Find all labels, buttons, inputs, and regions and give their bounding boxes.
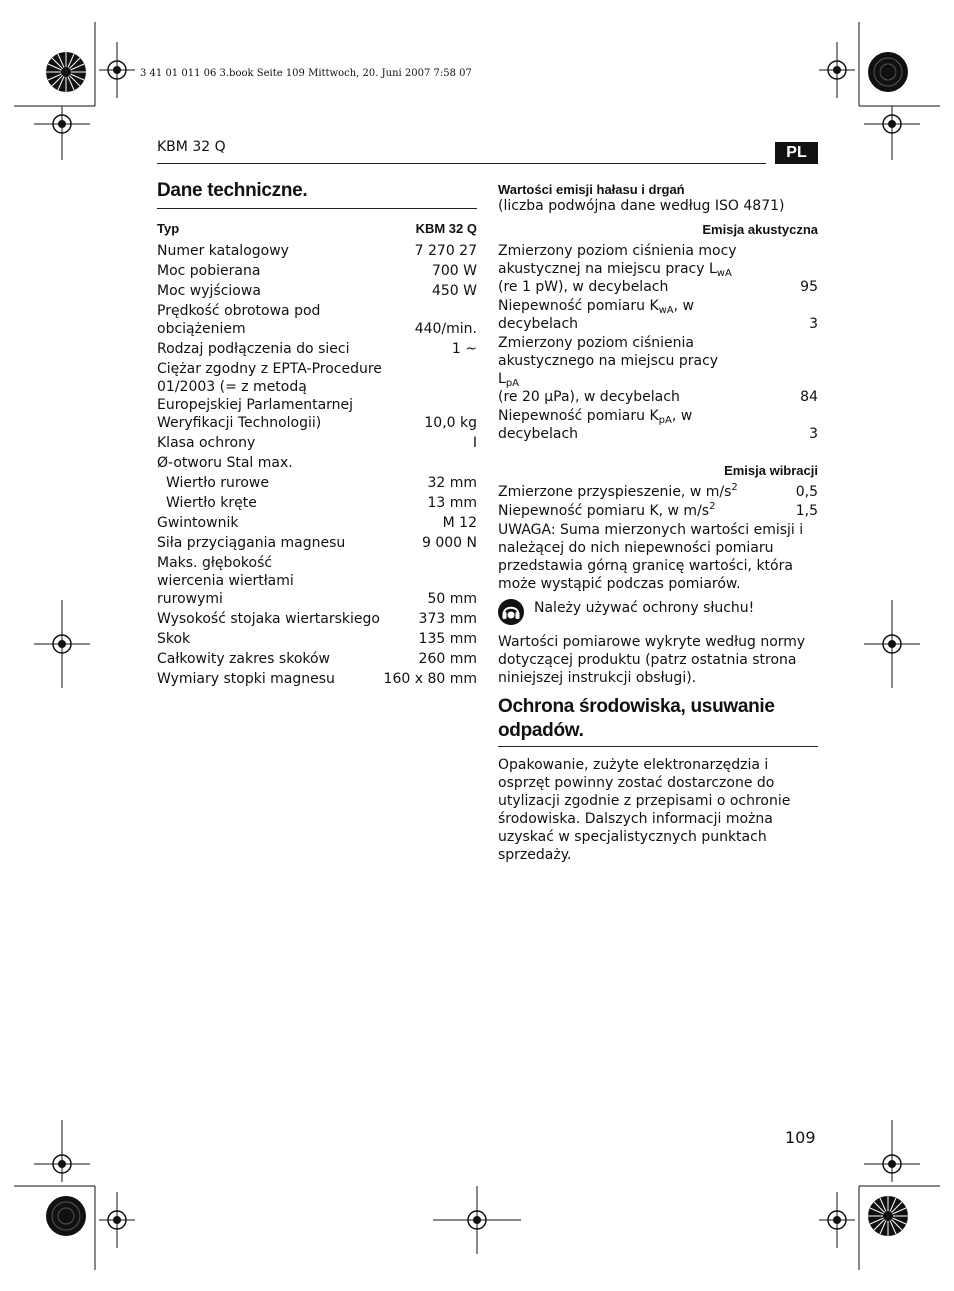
accel-label-text: Zmierzone przyspieszenie, w m/s <box>498 484 732 500</box>
spec-label: Ciężar zgodny z EPTA-Procedure 01/2003 (= z metodą Europejskiej Parlamentarnej Weryfikacji Technologii) <box>157 361 382 431</box>
spec-value: 260 mm <box>418 651 477 667</box>
spec-label: Gwintownik <box>157 515 239 531</box>
page-number: 109 <box>785 1128 816 1147</box>
accel-superscript: 2 <box>731 482 738 493</box>
kpa-label-text: Niepewność pomiaru K <box>498 408 659 424</box>
environment-text: Opakowanie, zużyte elektronarzędzia i osprzęt powinny zostać dostarczone do utylizacji zgodnie z przepisami o ochronie środowiska. Dalszych informacji można uzyskać w specjalistycznych punktach sprzedaży. <box>498 757 791 863</box>
hearing-notice <box>498 599 818 625</box>
table-row <box>157 242 477 260</box>
kwa-label-text-2: , w decybelach <box>498 298 695 332</box>
accel-value: 0,5 <box>795 484 818 500</box>
spec-type-value: KBM 32 Q <box>415 221 477 236</box>
spec-value: 50 mm <box>427 591 477 607</box>
spec-label: Prędkość obrotowa pod obciążeniem <box>157 303 321 337</box>
spec-label: Klasa ochrony <box>157 435 256 451</box>
lpa-row <box>498 334 818 406</box>
measured-values-text: Wartości pomiarowe wykryte według normy dotyczącej produktu (patrz ostatnia strona niniejszej instrukcji obsługi). <box>498 634 806 686</box>
tech-data-rule <box>157 208 477 209</box>
spec-table-header <box>157 220 477 240</box>
language-badge: PL <box>775 142 818 164</box>
spec-label: Ø-otworu Stal max. <box>157 455 293 471</box>
table-row <box>157 262 477 280</box>
emissions-subtitle: (liczba podwójna dane według ISO 4871) <box>498 198 785 214</box>
table-row <box>157 494 477 512</box>
spec-label: Rodzaj podłączenia do sieci <box>157 341 350 357</box>
emission-note: UWAGA: Suma mierzonych wartości emisji i należącej do nich niepewności pomiaru przedstawia górną granicę wartości, która może wystąpić podczas pomiarów. <box>498 522 804 592</box>
kacc-label-text: Niepewność pomiaru K, w m/s <box>498 503 710 519</box>
spec-value: 440/min. <box>414 321 477 337</box>
kpa-subscript: pA <box>658 415 672 426</box>
kwa-row <box>498 297 818 333</box>
spec-value: 13 mm <box>427 495 477 511</box>
kacc-row <box>498 502 818 520</box>
table-row <box>157 534 477 552</box>
spec-value: M 12 <box>442 515 477 531</box>
lpa-value: 84 <box>800 389 818 405</box>
spec-value: I <box>472 435 477 451</box>
print-slug-line: 3 41 01 011 06 3.book Seite 109 Mittwoch, 20. Juni 2007 7:58 07 <box>140 68 472 79</box>
kacc-value: 1,5 <box>795 503 818 519</box>
spec-value: 32 mm <box>427 475 477 491</box>
kacc-superscript: 2 <box>709 501 716 512</box>
kpa-value: 3 <box>809 426 818 442</box>
kpa-label <box>498 407 734 443</box>
table-row <box>157 360 477 432</box>
lwa-value: 95 <box>800 279 818 295</box>
kwa-subscript: wA <box>658 305 674 316</box>
lpa-label <box>498 334 744 406</box>
spec-value: 373 mm <box>418 611 477 627</box>
table-row <box>157 554 477 608</box>
hearing-text: Należy używać ochrony słuchu! <box>534 600 755 616</box>
spec-value: 7 270 27 <box>414 243 477 259</box>
table-row <box>157 650 477 668</box>
vibration-heading: Emisja wibracji <box>724 463 818 478</box>
table-row <box>157 302 477 338</box>
spec-label: Wysokość stojaka wiertarskiego <box>157 611 380 627</box>
spec-value: 160 x 80 mm <box>383 671 477 687</box>
kacc-label <box>498 502 796 520</box>
table-row <box>157 474 477 492</box>
kwa-label <box>498 297 734 333</box>
lpa-label-text: Zmierzony poziom ciśnienia akustycznego na miejscu pracy L <box>498 335 719 387</box>
spec-label: Maks. głębokość wiercenia wiertłami rurowymi <box>157 555 294 607</box>
kpa-label-text-2: , w decybelach <box>498 408 693 442</box>
emissions-heading: Wartości emisji hałasu i drgań <box>498 182 685 197</box>
spec-label: Moc pobierana <box>157 263 261 279</box>
spec-label: Wymiary stopki magnesu <box>157 671 335 687</box>
spec-value: 450 W <box>431 283 477 299</box>
accel-label <box>498 483 796 501</box>
kpa-row <box>498 407 818 443</box>
table-row <box>157 340 477 358</box>
lwa-label <box>498 242 800 296</box>
spec-label: Skok <box>157 631 191 647</box>
table-row <box>157 514 477 532</box>
acoustic-heading: Emisja akustyczna <box>702 222 818 237</box>
spec-value: 9 000 N <box>421 535 477 551</box>
lpa-label-text-2: (re 20 μPa), w decybelach <box>498 389 680 405</box>
spec-label: Siła przyciągania magnesu <box>157 535 346 551</box>
lwa-subscript: wA <box>716 268 732 279</box>
spec-label: Numer katalogowy <box>157 243 289 259</box>
header-model: KBM 32 Q <box>157 139 226 155</box>
spec-type-label: Typ <box>157 221 180 236</box>
spec-label: Wiertło rurowe <box>166 475 269 491</box>
environment-title: Ochrona środowiska, usuwanie odpadów. <box>498 696 775 741</box>
spec-label: Całkowity zakres skoków <box>157 651 331 667</box>
emissions-section <box>498 182 818 687</box>
table-row <box>157 670 477 688</box>
spec-value: 10,0 kg <box>424 415 477 431</box>
lwa-row <box>498 242 818 296</box>
spec-table <box>157 220 477 688</box>
tech-data-title: Dane techniczne. <box>157 180 308 201</box>
table-row <box>157 434 477 452</box>
ear-protection-icon <box>498 599 524 625</box>
accel-row <box>498 483 818 501</box>
spec-label: Wiertło kręte <box>166 495 257 511</box>
lwa-label-text-2: (re 1 pW), w decybelach <box>498 279 669 295</box>
kwa-value: 3 <box>809 316 818 332</box>
table-row <box>157 610 477 628</box>
spec-label: Moc wyjściowa <box>157 283 261 299</box>
environment-rule <box>498 746 818 747</box>
spec-value: 1 ~ <box>451 341 477 357</box>
lpa-subscript: pA <box>505 378 520 389</box>
spec-value: 135 mm <box>418 631 477 647</box>
table-row <box>157 454 477 472</box>
table-row <box>157 282 477 300</box>
spec-value: 700 W <box>431 263 477 279</box>
lwa-label-text: Zmierzony poziom ciśnienia mocy akustycznej na miejscu pracy L <box>498 243 737 277</box>
header-rule <box>157 163 766 164</box>
kwa-label-text: Niepewność pomiaru K <box>498 298 659 314</box>
table-row <box>157 630 477 648</box>
